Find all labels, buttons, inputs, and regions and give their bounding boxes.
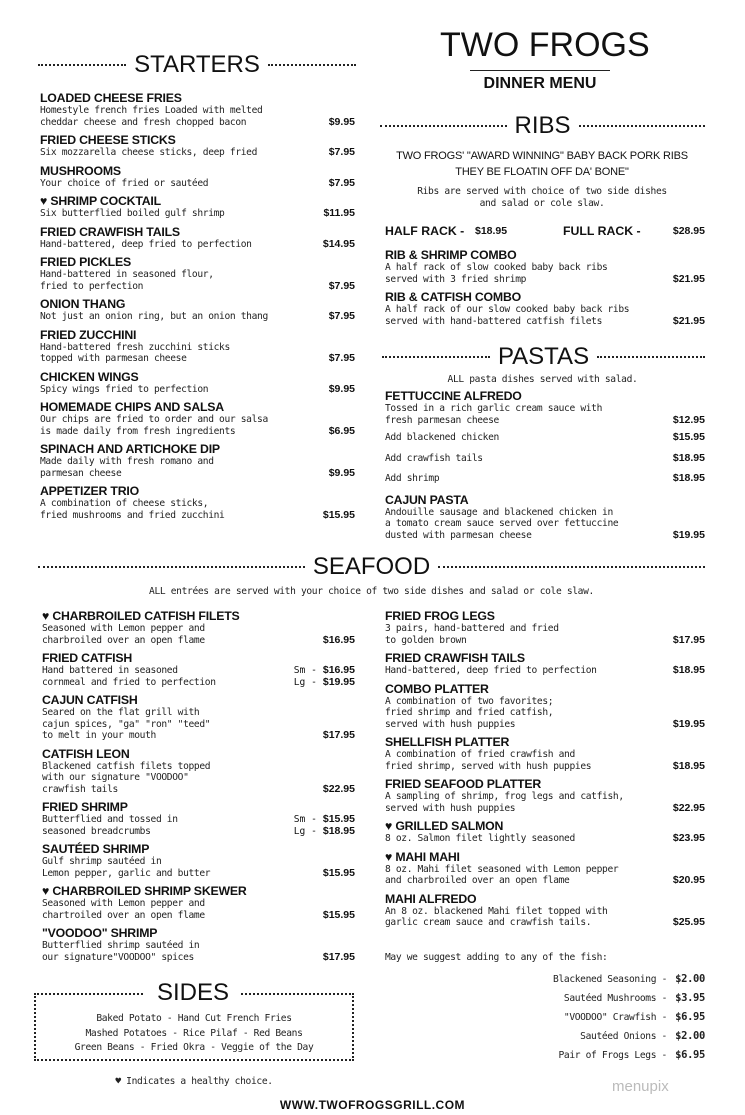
item-name: ♥ GRILLED SALMON	[385, 819, 504, 833]
half-rack-price: $18.95	[475, 225, 508, 237]
addon-item	[385, 970, 705, 989]
item-name: FETTUCCINE ALFREDO	[385, 389, 522, 403]
menu-item	[42, 843, 355, 879]
menu-item	[42, 694, 355, 742]
website-text[interactable]: WWW.TWOFROGSGRILL.COM	[279, 1098, 466, 1112]
item-name: FRIED SHRIMP	[42, 800, 128, 814]
price-line: $18.95	[672, 472, 705, 484]
item-description: Hand battered in seasoned cornmeal and fried to perfection	[42, 665, 216, 688]
item-price	[329, 178, 355, 190]
price-value: $16.95	[322, 664, 355, 676]
menu-item	[385, 820, 705, 845]
item-name: ♥ SHRIMP COCKTAIL	[40, 194, 161, 208]
item-description: Not just an onion ring, but an onion thang	[40, 311, 268, 322]
menu-item	[42, 610, 355, 646]
seafood-note: ALL entrées are served with your choice of two side dishes and salad or cole slaw.	[149, 586, 594, 597]
item-description: Made daily with fresh romano and parmesan cheese	[40, 456, 214, 479]
price-value: $15.95	[322, 813, 355, 825]
price-line: $22.95	[672, 801, 705, 814]
price-line: $7.95	[328, 146, 355, 158]
side-line: Mashed Potatoes - Rice Pilaf - Red Beans	[85, 1027, 303, 1039]
menu-item	[40, 134, 355, 159]
item-name: APPETIZER TRIO	[40, 484, 139, 498]
item-name: "VOODOO" SHRIMP	[42, 926, 158, 940]
item-price	[673, 665, 705, 677]
item-description: A combination of two favorites; fried shrimp and fried catfish, served with hush puppies	[385, 695, 554, 730]
menu-item	[40, 226, 355, 251]
item-price	[673, 875, 705, 887]
menu-item	[40, 401, 355, 437]
price-line: $21.95	[672, 272, 705, 285]
item-price	[673, 833, 705, 845]
menu-item	[42, 885, 355, 921]
item-price	[294, 814, 355, 837]
item-description: Six mozzarella cheese sticks, deep fried	[40, 147, 258, 158]
item-description: Add crawfish tails	[385, 452, 483, 464]
item-price	[323, 208, 355, 220]
menu-item	[385, 249, 705, 285]
item-description: An 8 oz. blackened Mahi filet topped with garlic cream sauce and crawfish tails.	[385, 905, 608, 928]
item-description: A half rack of slow cooked baby back ribs served with 3 fried shrimp	[385, 262, 608, 285]
item-price	[329, 117, 355, 129]
price-line	[294, 826, 355, 838]
price-line: $15.95	[322, 908, 355, 921]
item-price	[323, 635, 355, 647]
item-price	[329, 468, 355, 480]
side-line: Green Beans - Fried Okra - Veggie of the Day	[74, 1042, 314, 1053]
item-price	[673, 719, 705, 731]
price-line: $23.95	[672, 832, 705, 844]
item-description: Homestyle french fries Loaded with melted cheddar cheese and fresh chopped bacon	[40, 105, 263, 128]
addons-list	[385, 970, 705, 1065]
item-name: RIB & CATFISH COMBO	[385, 290, 522, 304]
item-price	[323, 239, 355, 251]
addon-item	[385, 1027, 705, 1046]
price-value: $19.95	[322, 675, 355, 688]
ribs-header	[380, 111, 705, 141]
item-description: Seasoned with Lemon pepper and chartroiled over an open flame	[42, 898, 205, 921]
ribs-intro	[372, 148, 712, 209]
addon-label: Pair of Frogs Legs -	[558, 1050, 667, 1061]
pastas-heading: PASTAS	[497, 343, 590, 370]
addon-price: $6.95	[675, 1049, 705, 1061]
item-price	[329, 147, 355, 159]
addons-intro: May we suggest adding to any of the fish:	[385, 952, 608, 963]
seafood-heading: SEAFOOD	[312, 553, 431, 580]
item-description: Andouille sausage and blackened chicken in a tomato cream sauce served over fettuccine dusted with parmesan cheese	[385, 506, 619, 541]
item-description: A combination of fried crawfish and fried shrimp, served with hush puppies	[385, 749, 592, 772]
price-line: $21.95	[672, 314, 705, 327]
menu-item	[385, 453, 705, 465]
price-line: $17.95	[322, 950, 355, 963]
menu-item	[40, 371, 355, 396]
price-line: $22.95	[322, 782, 355, 795]
addon-price: $3.95	[675, 992, 705, 1004]
price-line: $17.95	[672, 633, 705, 646]
price-line: $25.95	[672, 916, 705, 928]
menu-item	[385, 494, 705, 542]
full-rack-label: FULL RACK -	[563, 224, 641, 238]
item-name: ♥ CHARBROILED SHRIMP SKEWER	[42, 884, 247, 898]
item-price	[673, 761, 705, 773]
item-price	[323, 952, 355, 964]
item-description: 8 oz. Salmon filet lightly seasoned	[385, 833, 575, 844]
menu-item	[385, 778, 705, 814]
side-line: Baked Potato - Hand Cut French Fries	[96, 1013, 292, 1024]
ribs-tagline-1: TWO FROGS' "AWARD WINNING" BABY BACK PORK RIBS	[396, 150, 688, 162]
item-description: Hand-battered fresh zucchini sticks topped with parmesan cheese	[40, 341, 230, 364]
menu-item	[385, 893, 705, 929]
restaurant-title	[440, 24, 650, 93]
seafood-left-list	[42, 610, 355, 969]
menu-item	[42, 801, 355, 837]
addon-label: "VOODOO" Crawfish -	[563, 1012, 667, 1023]
item-description: Seasoned with Lemon pepper and charbroiled over an open flame	[42, 623, 205, 646]
item-price	[294, 665, 355, 688]
menu-item	[42, 927, 355, 963]
price-line: $14.95	[322, 237, 355, 250]
price-line: $7.95	[328, 352, 355, 364]
item-name: SAUTÉED SHRIMP	[42, 842, 150, 856]
item-price	[673, 635, 705, 647]
item-description: Add shrimp	[385, 473, 440, 484]
menu-item	[385, 736, 705, 772]
item-price	[323, 510, 355, 522]
addon-price: $6.95	[675, 1011, 705, 1023]
price-line: $19.95	[672, 528, 705, 541]
item-name: LOADED CHEESE FRIES	[40, 91, 182, 105]
item-price	[329, 353, 355, 365]
price-line: $7.95	[328, 176, 355, 189]
item-name: ONION THANG	[40, 297, 126, 311]
starters-list	[40, 92, 355, 527]
item-price	[673, 530, 705, 542]
menu-item	[385, 390, 705, 426]
price-line: $20.95	[672, 874, 705, 886]
item-description: Gulf shrimp sautéed in Lemon pepper, garlic and butter	[42, 856, 211, 879]
website-link[interactable]	[250, 1098, 495, 1112]
item-name: CATFISH LEON	[42, 746, 130, 761]
addon-label: Sautéed Onions -	[580, 1031, 667, 1042]
price-line: $17.95	[322, 729, 355, 741]
addon-item	[385, 1046, 705, 1065]
item-price	[673, 316, 705, 328]
item-name: FRIED CRAWFISH TAILS	[40, 224, 180, 239]
price-line: $15.95	[672, 431, 705, 443]
price-line: $18.95	[672, 451, 705, 464]
addon-label: Sautéed Mushrooms -	[563, 993, 667, 1004]
starters-header	[38, 50, 356, 80]
price-line	[294, 677, 355, 689]
item-description: Hand-battered, deep fried to perfection	[385, 665, 597, 676]
item-name: CHICKEN WINGS	[40, 369, 139, 384]
price-line: $19.95	[672, 717, 705, 730]
item-price	[323, 784, 355, 796]
item-description: Hand-battered, deep fried to perfection	[40, 238, 252, 250]
addon-price: $2.00	[675, 1030, 705, 1042]
price-line: $7.95	[328, 279, 355, 292]
menu-item	[40, 165, 355, 190]
item-description: Add blackened chicken	[385, 432, 499, 443]
item-price	[323, 730, 355, 742]
menu-item	[42, 748, 355, 796]
item-name: FRIED PICKLES	[40, 255, 132, 269]
menu-item	[40, 329, 355, 365]
size-label: Lg -	[293, 676, 317, 688]
menu-item	[385, 610, 705, 646]
addon-item	[385, 1008, 705, 1027]
item-description: A sampling of shrimp, frog legs and catfish, served with hush puppies	[385, 791, 624, 814]
item-name: MUSHROOMS	[40, 163, 121, 178]
item-name: FRIED SEAFOOD PLATTER	[385, 777, 542, 791]
item-description: Blackened catfish filets topped with our signature "VOODOO" crawfish tails	[42, 760, 211, 795]
item-name: MAHI ALFREDO	[385, 891, 477, 906]
menu-item	[385, 683, 705, 731]
item-description: Tossed in a rich garlic cream sauce with fresh parmesan cheese	[385, 403, 603, 426]
item-price	[673, 473, 705, 485]
item-name: FRIED FROG LEGS	[385, 609, 495, 623]
menu-item	[385, 473, 705, 485]
ribs-heading: RIBS	[514, 112, 571, 139]
price-line: $15.95	[322, 508, 355, 521]
item-name: ♥ CHARBROILED CATFISH FILETS	[42, 609, 240, 623]
price-line: $16.95	[322, 633, 355, 646]
item-description: Butterflied shrimp sautéed in our signature"VOODOO" spices	[42, 940, 200, 963]
menu-item	[42, 652, 355, 688]
item-name: ♥ MAHI MAHI	[385, 849, 460, 864]
size-label: Sm -	[293, 665, 317, 676]
item-price	[329, 426, 355, 438]
item-name: HOMEMADE CHIPS AND SALSA	[40, 400, 224, 414]
seafood-header	[38, 552, 705, 582]
item-name: FRIED CATFISH	[42, 651, 133, 665]
sides-heading: SIDES	[156, 979, 230, 1006]
menu-item	[40, 485, 355, 521]
item-name: SPINACH AND ARTICHOKE DIP	[40, 442, 220, 456]
menu-item	[40, 443, 355, 479]
item-name: SHELLFISH PLATTER	[385, 735, 510, 749]
item-name: RIB & SHRIMP COMBO	[385, 248, 517, 262]
item-description: Butterflied and tossed in seasoned breadcrumbs	[42, 814, 178, 837]
pastas-header	[382, 342, 705, 372]
price-line: $12.95	[672, 413, 705, 426]
item-price	[323, 910, 355, 922]
item-price	[673, 432, 705, 444]
item-price	[673, 803, 705, 815]
price-line: $18.95	[672, 664, 705, 676]
menu-item	[40, 195, 355, 220]
item-description: Spicy wings fried to perfection	[40, 383, 209, 395]
menu-item	[385, 291, 705, 327]
item-name: FRIED CRAWFISH TAILS	[385, 651, 525, 665]
item-price	[673, 415, 705, 427]
item-description: 8 oz. Mahi filet seasoned with Lemon pepper and charbroiled over an open flame	[385, 863, 619, 886]
item-description: Hand-battered in seasoned flour, fried to perfection	[40, 269, 214, 292]
menu-item	[385, 851, 705, 887]
price-line: $18.95	[672, 759, 705, 772]
price-line: $9.95	[328, 382, 355, 395]
healthy-note: ♥ Indicates a healthy choice.	[115, 1076, 273, 1087]
menu-item	[40, 298, 355, 323]
pastas-list	[385, 390, 705, 547]
menu-item	[385, 652, 705, 677]
item-price	[329, 384, 355, 396]
size-label: Lg -	[293, 825, 317, 837]
pastas-note: ALL pasta dishes served with salad.	[447, 374, 638, 385]
half-rack-label: HALF RACK -	[385, 224, 465, 238]
price-line: $6.95	[328, 424, 355, 437]
price-value: $18.95	[322, 824, 355, 837]
item-price	[329, 311, 355, 323]
menu-item	[40, 256, 355, 292]
item-description: Your choice of fried or sautéed	[40, 177, 209, 189]
menu-item	[40, 92, 355, 128]
sides-header	[145, 978, 241, 1008]
item-name: CAJUN PASTA	[385, 492, 469, 507]
addon-label: Blackened Seasoning -	[553, 974, 667, 985]
item-price	[673, 917, 705, 929]
item-price	[329, 281, 355, 293]
ribs-note: Ribs are served with choice of two side dishes and salad or cole slaw.	[417, 186, 667, 209]
addon-item	[385, 989, 705, 1008]
item-name: FRIED ZUCCHINI	[40, 327, 137, 342]
menu-item	[385, 432, 705, 444]
rack-prices	[385, 224, 705, 238]
price-line: $11.95	[323, 207, 355, 219]
item-name: CAJUN CATFISH	[42, 693, 138, 707]
item-description: 3 pairs, hand-battered and fried to golden brown	[385, 623, 559, 646]
starters-heading: STARTERS	[134, 51, 260, 78]
watermark: menupix	[612, 1078, 669, 1095]
item-description: Seared on the flat grill with cajun spices, "ga" "ron" "teed" to melt in your mouth	[42, 707, 211, 741]
item-description: A half rack of our slow cooked baby back ribs served with hand-battered catfish filets	[385, 304, 630, 327]
item-price	[673, 453, 705, 465]
full-rack-price: $28.95	[672, 225, 705, 237]
price-line: $9.95	[328, 115, 355, 128]
seafood-right-list	[385, 610, 705, 935]
menu-subtitle: DINNER MENU	[470, 70, 610, 93]
price-line: $9.95	[328, 466, 355, 479]
restaurant-name: TWO FROGS	[440, 26, 650, 64]
item-description: A combination of cheese sticks, fried mushrooms and fried zucchini	[40, 498, 225, 521]
item-price	[673, 274, 705, 286]
price-line: $7.95	[328, 310, 355, 322]
ribs-tagline-2: THEY BE FLOATIN OFF DA' BONE"	[455, 166, 629, 178]
item-name: COMBO PLATTER	[385, 681, 489, 696]
price-line: $15.95	[322, 866, 355, 879]
item-name: FRIED CHEESE STICKS	[40, 133, 176, 147]
item-description: Our chips are fried to order and our salsa is made daily from fresh ingredients	[40, 414, 268, 437]
item-description: Six butterflied boiled gulf shrimp	[40, 208, 225, 219]
ribs-list	[385, 249, 705, 333]
item-price	[323, 868, 355, 880]
size-label: Sm -	[293, 814, 317, 825]
addon-price: $2.00	[675, 973, 705, 985]
